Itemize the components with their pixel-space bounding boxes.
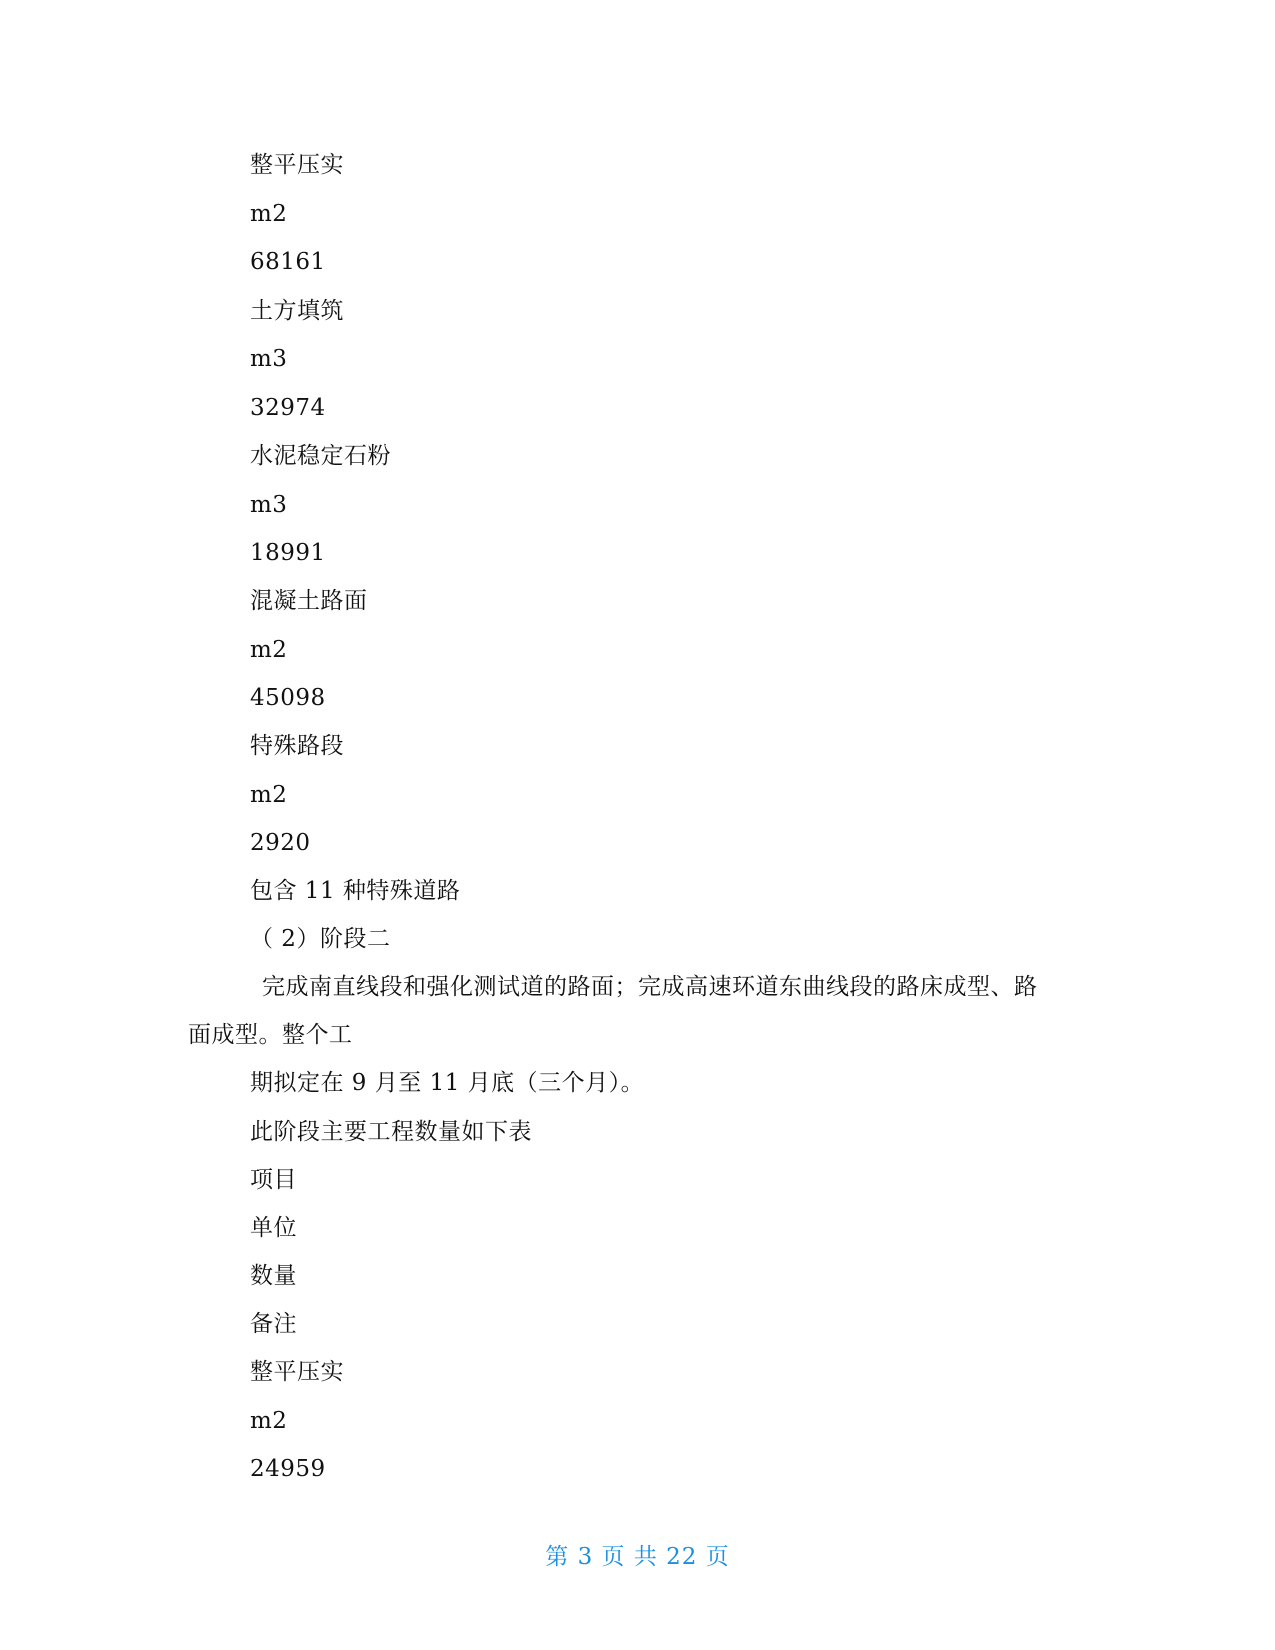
table-cell-unit: m3 bbox=[250, 492, 288, 518]
table-cell-quantity: 2920 bbox=[250, 830, 311, 856]
paragraph-line: 期拟定在 9 月至 11 月底（三个月）。 bbox=[250, 1070, 645, 1096]
table-cell-item: 水泥稳定石粉 bbox=[250, 443, 391, 469]
table-cell-quantity: 68161 bbox=[250, 249, 326, 275]
table-cell-unit: m2 bbox=[250, 201, 288, 227]
table-header-quantity: 数量 bbox=[250, 1263, 297, 1289]
table-header-unit: 单位 bbox=[250, 1215, 297, 1241]
paragraph-line: 完成南直线段和强化测试道的路面；完成高速环道东曲线段的路床成型、路 bbox=[262, 974, 1038, 1000]
table-cell-quantity: 45098 bbox=[250, 685, 326, 711]
table-cell-item: 混凝土路面 bbox=[250, 588, 368, 614]
table-cell-quantity: 24959 bbox=[250, 1456, 326, 1482]
table-cell-item: 整平压实 bbox=[250, 1359, 344, 1385]
table-cell-quantity: 32974 bbox=[250, 395, 326, 421]
table-cell-remark: 包含 11 种特殊道路 bbox=[250, 878, 461, 904]
paragraph-line: 面成型。整个工 bbox=[188, 1022, 353, 1048]
table-cell-unit: m3 bbox=[250, 346, 288, 372]
table-cell-item: 土方填筑 bbox=[250, 298, 344, 324]
table-cell-unit: m2 bbox=[250, 782, 288, 808]
table-cell-unit: m2 bbox=[250, 637, 288, 663]
page-number-footer: 第 3 页 共 22 页 bbox=[545, 1544, 730, 1570]
table-cell-unit: m2 bbox=[250, 1408, 288, 1434]
table-header-remark: 备注 bbox=[250, 1311, 297, 1337]
table-cell-quantity: 18991 bbox=[250, 540, 326, 566]
table-header-item: 项目 bbox=[250, 1167, 297, 1193]
table-cell-item: 整平压实 bbox=[250, 152, 344, 178]
paragraph-line: 此阶段主要工程数量如下表 bbox=[250, 1119, 532, 1145]
section-heading: （ 2）阶段二 bbox=[250, 926, 391, 952]
table-cell-item: 特殊路段 bbox=[250, 733, 344, 759]
